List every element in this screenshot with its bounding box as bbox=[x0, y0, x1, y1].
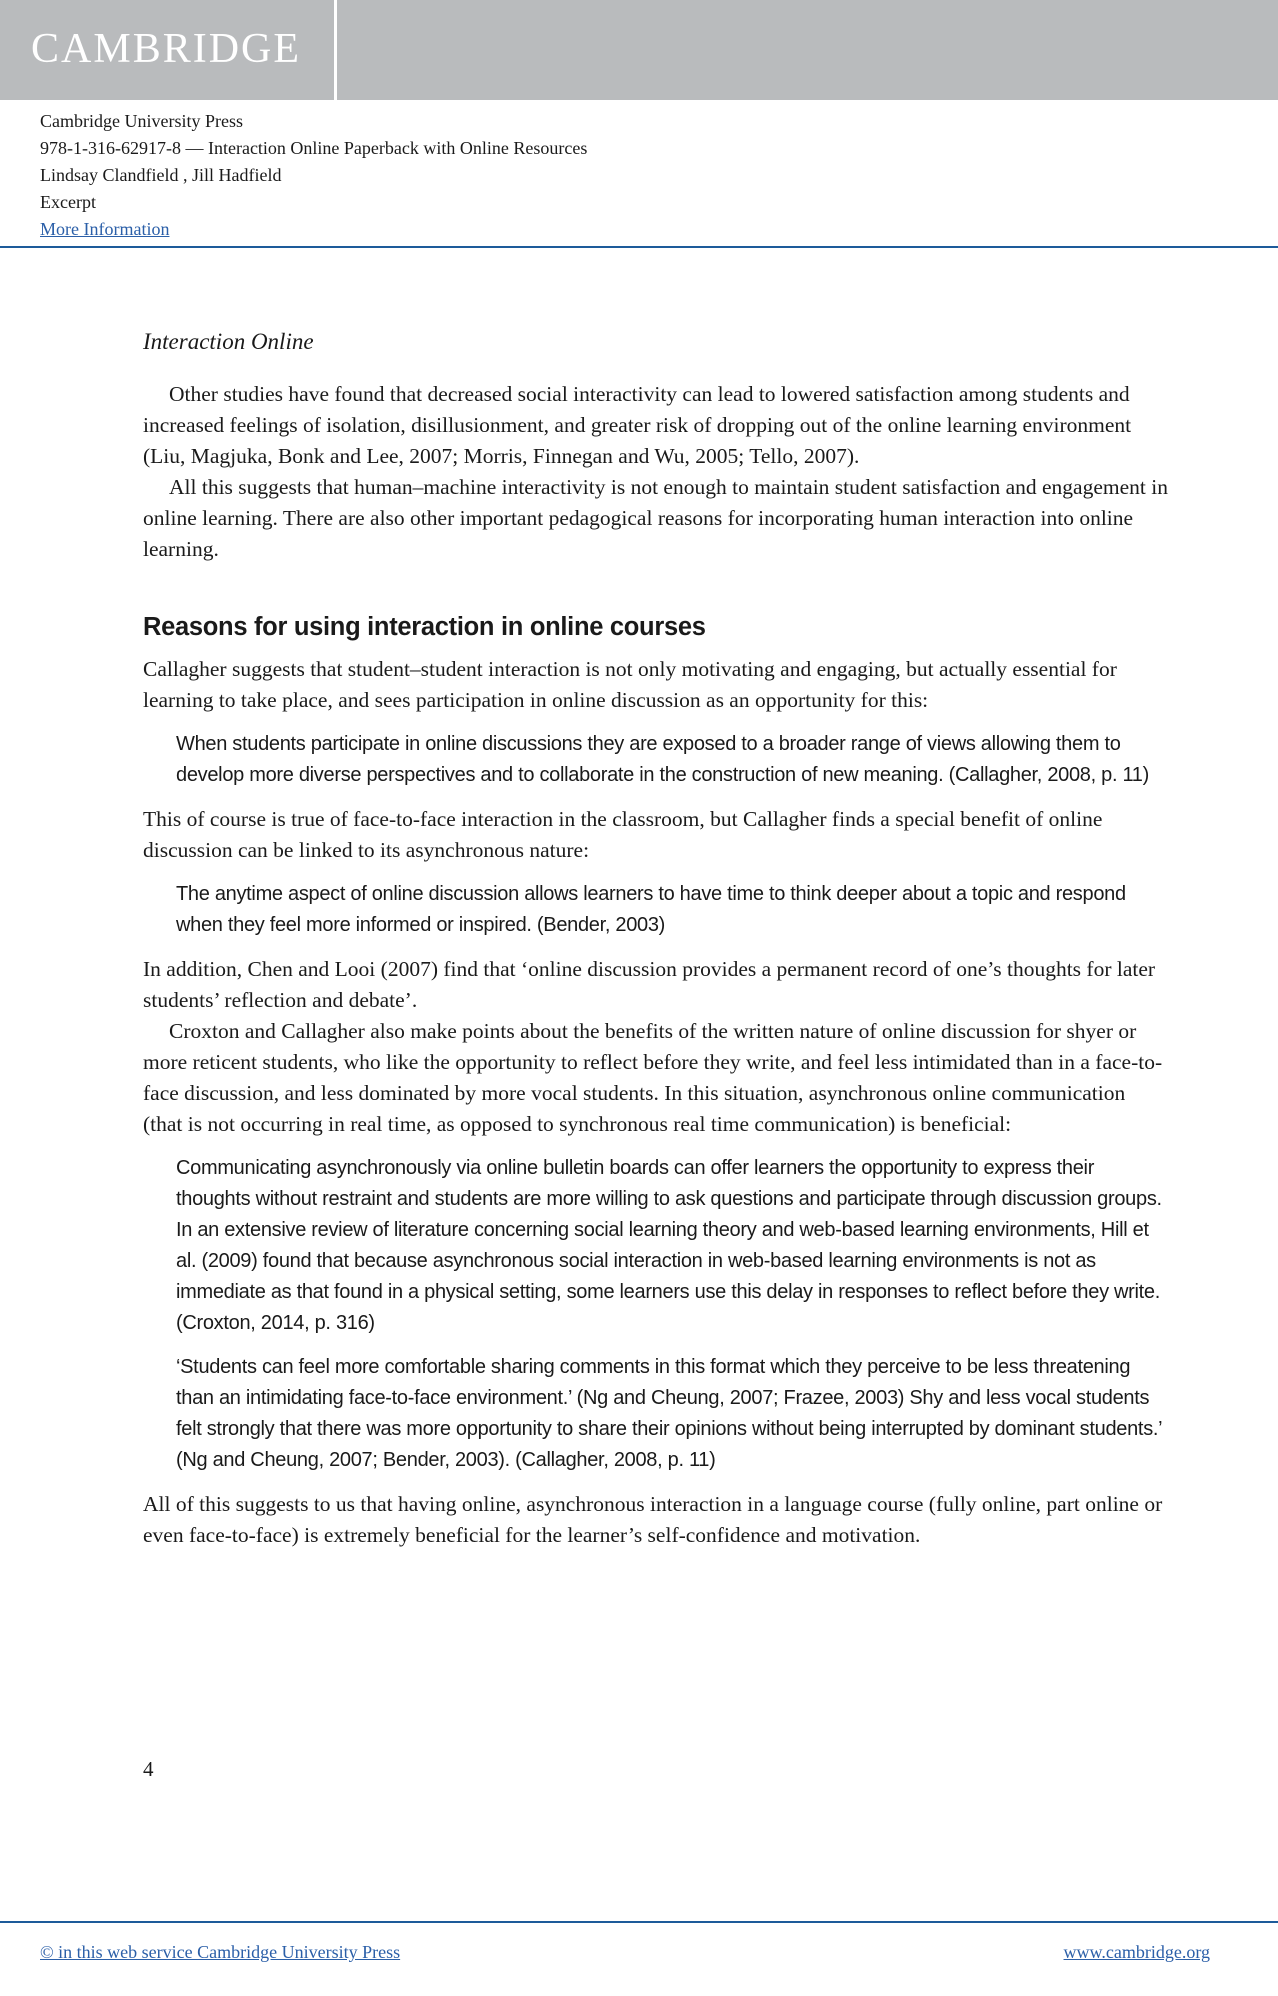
page-content bbox=[143, 327, 1168, 1551]
paragraph-chen-looi: In addition, Chen and Looi (2007) find that ‘online discussion provides a permanent record of one’s thoughts for later students’ reflection and debate’. bbox=[143, 957, 1156, 1012]
more-information-link[interactable]: More Information bbox=[40, 219, 170, 239]
paragraph-face-to-face: This of course is true of face-to-face interaction in the classroom, but Callagher finds a special benefit of online discussion can be linked to its asynchronous nature: bbox=[143, 807, 1103, 862]
block-quote-callagher: When students participate in online discussions they are exposed to a broader range of views allowing them to develop more diverse perspectives and to collaborate in the construction of new meaning. (Callagher, 2008, p. 11) bbox=[176, 733, 1149, 786]
paragraph-interactivity: All this suggests that human–machine interactivity is not enough to maintain student satisfaction and engagement in online learning. There are also other important pedagogical reasons for incorporating human interaction into online learning. bbox=[143, 475, 1168, 561]
paragraph-callagher: Callagher suggests that student–student interaction is not only motivating and engaging, but actually essential for learning to take place, and sees participation in online discussion as an opportunity for this: bbox=[143, 657, 1117, 712]
header-divider bbox=[0, 246, 1278, 248]
paragraph-conclusion: All of this suggests to us that having online, asynchronous interaction in a language course (fully online, part online or even face-to-face) is extremely beneficial for the learner’s self-confidence and motivation. bbox=[143, 1492, 1163, 1547]
section-heading: Reasons for using interaction in online courses bbox=[143, 613, 706, 641]
footer-right bbox=[1064, 1942, 1210, 1963]
footer-left bbox=[40, 1942, 400, 1963]
authors: Lindsay Clandfield , Jill Hadfield bbox=[40, 165, 282, 185]
page-number: 4 bbox=[143, 1757, 154, 1781]
block-quote-croxton: Communicating asynchronously via online bulletin boards can offer learners the opportunity to express their thoughts without restraint and students are more willing to ask questions and participate through discussion groups. In an extensive review of literature concerning social learning theory and web-based learning environments, Hill et al. (2009) found that because asynchronous social interaction in web-based learning environments is not as immediate as that found in a physical setting, some learners use this delay in responses to reflect before they write. (Croxton, 2014, p. 316) bbox=[176, 1157, 1162, 1334]
excerpt-label: Excerpt bbox=[40, 192, 96, 212]
cambridge-site-link[interactable]: www.cambridge.org bbox=[1063, 1942, 1210, 1962]
header-banner bbox=[0, 0, 1278, 100]
book-metadata bbox=[40, 108, 587, 243]
block-quote-bender: The anytime aspect of online discussion allows learners to have time to think deeper about a topic and respond when they feel more informed or inspired. (Bender, 2003) bbox=[176, 883, 1126, 936]
logo-box bbox=[0, 0, 337, 100]
running-head: Interaction Online bbox=[143, 329, 314, 354]
paragraph-studies: Other studies have found that decreased social interactivity can lead to lowered satisfaction among students and increased feelings of isolation, disillusionment, and greater risk of dropping out of the online learning environment (Liu, Magjuka, Bonk and Lee, 2007; Morris, Finnegan and Wu, 2005; Tello, 2007). bbox=[143, 382, 1132, 468]
block-quote-ng-cheung: ‘Students can feel more comfortable sharing comments in this format which they perceive to be less threatening than an intimidating face-to-face environment.’ (Ng and Cheung, 2007; Frazee, 2003) Shy and less vocal students felt strongly that there was more opportunity to share their opinions without being interrupted by dominant students.’ (Ng and Cheung, 2007; Bender, 2003). (Callagher, 2008, p. 11) bbox=[176, 1356, 1162, 1471]
copyright-link[interactable]: © in this web service Cambridge University Press bbox=[40, 1942, 401, 1962]
isbn-title: 978-1-316-62917-8 — Interaction Online Paperback with Online Resources bbox=[40, 138, 588, 158]
paragraph-croxton: Croxton and Callagher also make points about the benefits of the written nature of online discussion for shyer or more reticent students, who like the opportunity to reflect before they write, and feel less intimidated than in a face-to-face discussion, and less dominated by more vocal students. In this situation, asynchronous online communication (that is not occurring in real time, as opposed to synchronous real time communication) is beneficial: bbox=[143, 1019, 1163, 1136]
footer-divider bbox=[0, 1921, 1278, 1923]
cambridge-logo: CAMBRIDGE bbox=[31, 26, 302, 72]
publisher-name: Cambridge University Press bbox=[40, 111, 243, 131]
